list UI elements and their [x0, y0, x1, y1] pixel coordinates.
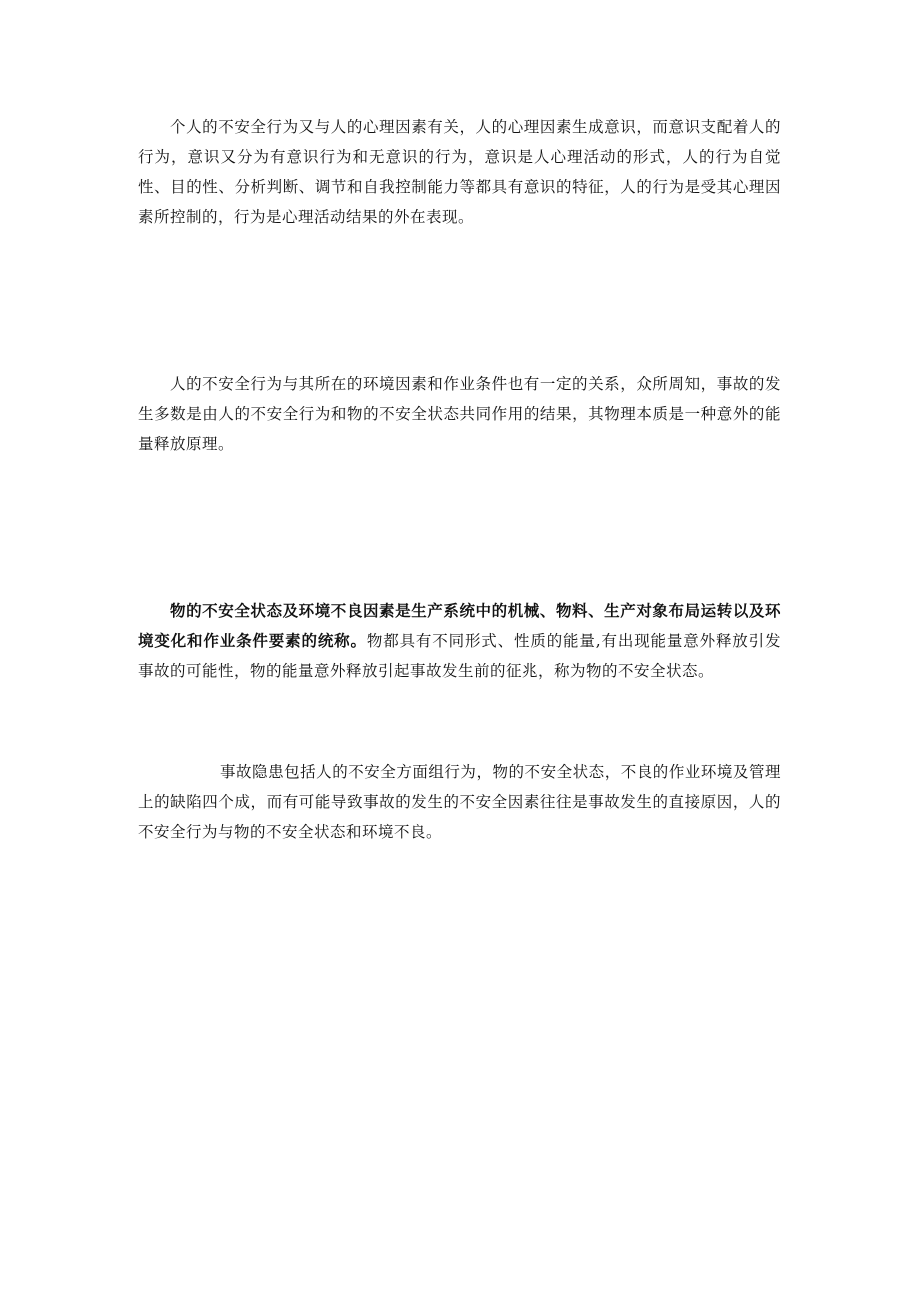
paragraph-unsafe-state: [138, 596, 781, 686]
paragraph-bold-lead: 物的不安全状态及环境不良因素是生产系统中的机械、物料、生产对象布局运转以及环境变化和作业条件要素的统称。: [138, 601, 781, 650]
paragraph-hazards: [138, 757, 781, 847]
paragraph-text: 人的不安全行为与其所在的环境因素和作业条件也有一定的关系，众所周知，事故的发生多数是由人的不安全行为和物的不安全状态共同作用的结果，其物理本质是一种意外的能量释放原理。: [138, 375, 781, 453]
paragraph-text: 物都具有不同形式、性质的能量,有出现能量意外释放引发事故的可能性，物的能量意外释放引起事故发生前的征兆，称为物的不安全状态。: [138, 632, 781, 680]
paragraph-psychology: [138, 112, 781, 232]
paragraph-environment: [138, 369, 781, 459]
paragraph-text: 事故隐患包括人的不安全方面组行为，物的不安全状态，不良的作业环境及管理上的缺陷四个成，而有可能导致事故的发生的不安全因素往往是事故发生的直接原因，人的不安全行为与物的不安全状态和环境不良。: [138, 763, 781, 841]
paragraph-text: 个人的不安全行为又与人的心理因素有关，人的心理因素生成意识，而意识支配着人的行为，意识又分为有意识行为和无意识的行为，意识是人心理活动的形式，人的行为自觉性、目的性、分析判断、调节和自我控制能力等都具有意识的特征，人的行为是受其心理因素所控制的，行为是心理活动结果的外在表现。: [138, 118, 781, 226]
